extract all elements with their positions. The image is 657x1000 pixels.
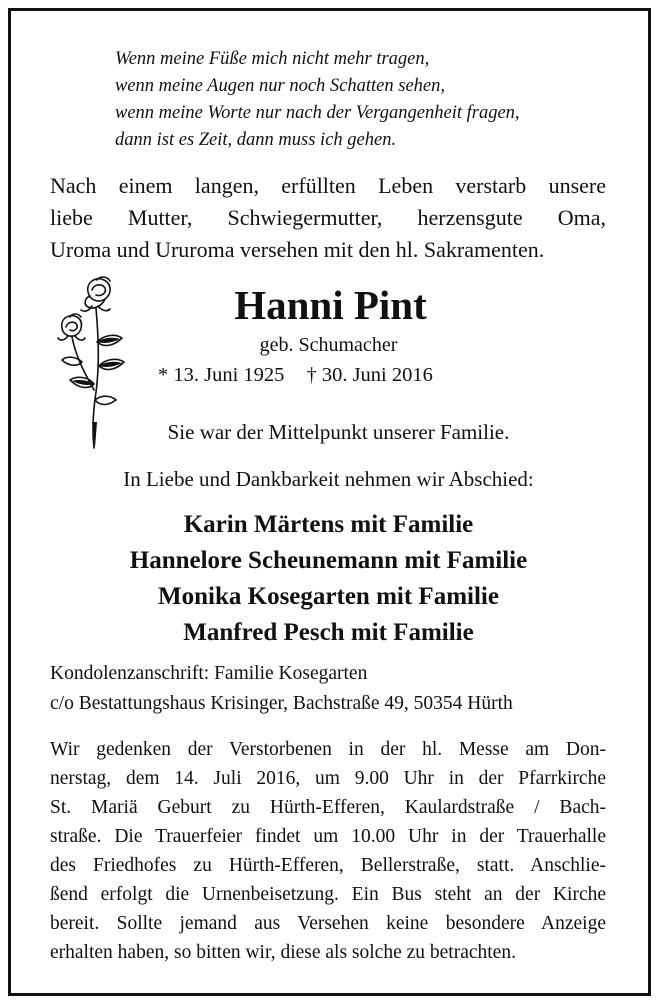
service-notice bbox=[50, 735, 606, 967]
deceased-name: Hanni Pint bbox=[234, 282, 427, 328]
life-dates bbox=[158, 361, 433, 389]
poem-line: Wenn meine Füße mich nicht mehr tragen, bbox=[115, 49, 430, 69]
notice-line: St. Mariä Geburt zu Hürth-Efferen, Kaulardstraße / Bach- bbox=[50, 797, 606, 818]
birth-name: geb. Schumacher bbox=[259, 334, 398, 356]
mourner-family: Hannelore Scheunemann mit Familie bbox=[129, 547, 528, 574]
poem-line: wenn meine Worte nur nach der Vergangenheit fragen, bbox=[115, 103, 520, 123]
intro-line: Nach einem langen, erfüllten Leben verstarb unsere bbox=[50, 173, 606, 198]
intro-line: liebe Mutter, Schwiegermutter, herzensgute Oma, bbox=[50, 205, 606, 230]
mourner-family: Monika Kosegarten mit Familie bbox=[158, 583, 499, 610]
poem bbox=[115, 46, 635, 154]
notice-line: erhalten haben, so bitten wir, diese als solche zu betrachten. bbox=[50, 942, 516, 963]
notice-line: des Friedhofes zu Hürth-Efferen, Bellerstraße, statt. Anschlie- bbox=[50, 855, 606, 876]
intro-line: Uroma und Ururoma versehen mit den hl. Sakramenten. bbox=[50, 237, 545, 262]
tribute-line: Sie war der Mittelpunkt unserer Familie. bbox=[167, 420, 510, 444]
poem-line: dann ist es Zeit, dann muss ich gehen. bbox=[115, 130, 397, 150]
death-date: † 30. Juni 2016 bbox=[306, 364, 433, 386]
notice-line: bereit. Sollte jemand aus Versehen keine besondere Anzeige bbox=[50, 913, 606, 934]
farewell-line: In Liebe und Dankbarkeit nehmen wir Abschied: bbox=[123, 467, 534, 491]
notice-line: ßend erfolgt die Urnenbeisetzung. Ein Bus steht an der Kirche bbox=[50, 884, 606, 905]
notice-line: nerstag, dem 14. Juli 2016, um 9.00 Uhr in der Pfarrkirche bbox=[50, 768, 606, 789]
condolence-address bbox=[50, 659, 610, 719]
intro-paragraph bbox=[50, 170, 606, 266]
mourners-list bbox=[0, 507, 657, 651]
notice-line: Wir gedenken der Verstorbenen in der hl. Messe am Don- bbox=[50, 739, 606, 760]
condolence-line: Kondolenzanschrift: Familie Kosegarten bbox=[50, 663, 368, 684]
mourner-family: Manfred Pesch mit Familie bbox=[183, 619, 474, 646]
poem-line: wenn meine Augen nur noch Schatten sehen, bbox=[115, 76, 446, 96]
condolence-line: c/o Bestattungshaus Krisinger, Bachstraße 49, 50354 Hürth bbox=[50, 693, 513, 714]
notice-line: straße. Die Trauerfeier findet um 10.00 Uhr in der Trauerhalle bbox=[50, 826, 606, 847]
birth-date: * 13. Juni 1925 bbox=[158, 364, 285, 386]
mourner-family: Karin Märtens mit Familie bbox=[183, 511, 474, 538]
